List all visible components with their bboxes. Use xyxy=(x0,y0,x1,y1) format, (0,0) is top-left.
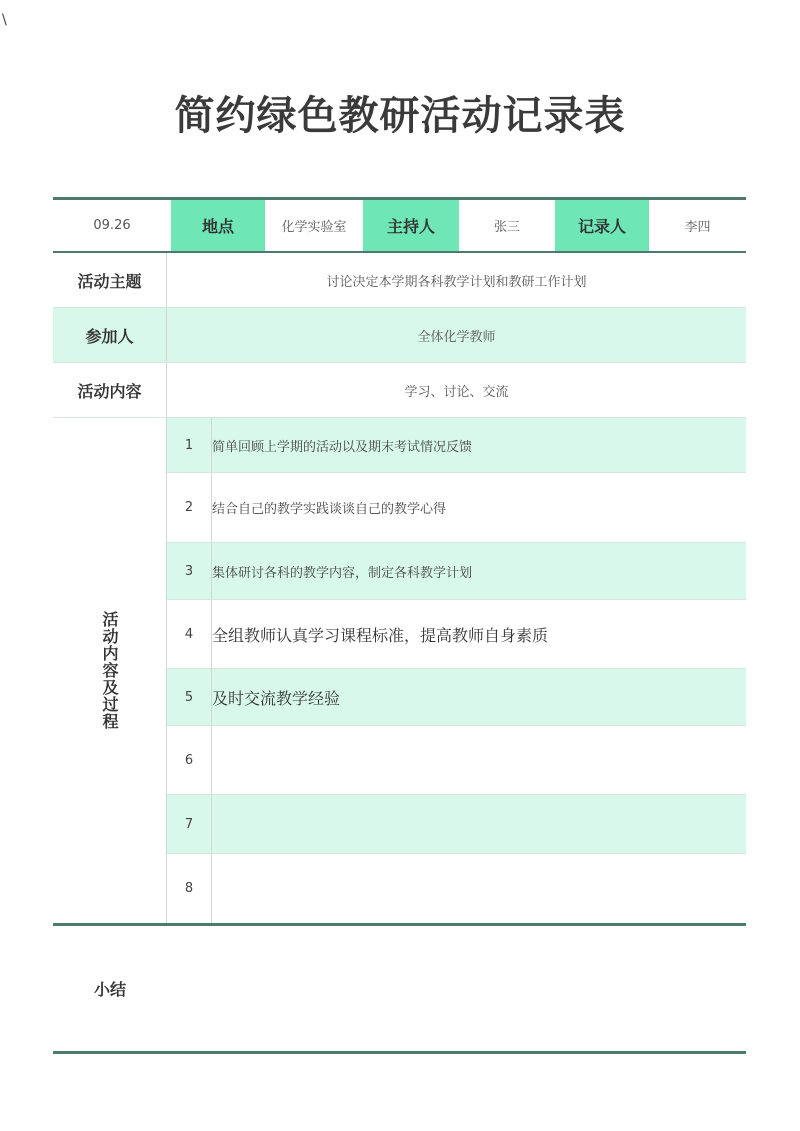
step-number: 3 xyxy=(167,543,212,599)
recorder-label: 记录人 xyxy=(555,200,649,251)
table-row xyxy=(167,726,746,795)
participants-value: 全体化学教师 xyxy=(167,308,746,362)
step-text: 结合自己的教学实践谈谈自己的教学心得 xyxy=(212,502,447,517)
step-number: 5 xyxy=(167,669,212,725)
record-table xyxy=(53,197,746,1054)
step-text: 集体研讨各科的教学内容，制定各科教学计划 xyxy=(212,565,473,581)
step-number: 1 xyxy=(167,418,212,472)
summary-value xyxy=(167,926,746,1051)
process-steps xyxy=(167,418,746,923)
header-row xyxy=(53,197,746,253)
step-text xyxy=(212,795,746,853)
recorder-value: 李四 xyxy=(684,220,711,235)
table-row xyxy=(167,473,746,543)
topic-value: 讨论决定本学期各科教学计划和教研工作计划 xyxy=(326,274,587,290)
process-label-cell xyxy=(53,418,167,923)
process-section xyxy=(53,418,746,926)
table-row xyxy=(167,418,746,473)
corner-mark: \ xyxy=(2,12,7,28)
step-text xyxy=(212,726,746,794)
content-label: 活动内容 xyxy=(53,363,167,417)
table-row xyxy=(167,669,746,726)
host-value: 张三 xyxy=(493,220,520,235)
location-value: 化学实验室 xyxy=(281,220,347,235)
date-cell: 09.26 xyxy=(93,218,131,233)
content-value: 学习、讨论、交流 xyxy=(404,384,509,400)
step-number: 4 xyxy=(167,600,212,668)
step-text: 简单回顾上学期的活动以及期末考试情况反馈 xyxy=(212,439,473,455)
summary-label: 小结 xyxy=(93,980,126,999)
info-row-topic xyxy=(53,253,746,308)
step-text: 及时交流教学经验 xyxy=(212,688,341,708)
step-number: 8 xyxy=(167,854,212,923)
step-number: 6 xyxy=(167,726,212,794)
process-label: 活动内容及过程 xyxy=(100,611,119,730)
step-text: 全组教师认真学习课程标准，提高教师自身素质 xyxy=(212,625,549,645)
table-row xyxy=(167,854,746,923)
location-label: 地点 xyxy=(171,200,265,251)
step-number: 7 xyxy=(167,795,212,853)
participants-label: 参加人 xyxy=(53,308,167,362)
topic-label: 活动主题 xyxy=(53,253,167,307)
info-row-content xyxy=(53,363,746,418)
step-text xyxy=(212,854,746,923)
info-row-participants xyxy=(53,308,746,363)
summary-section xyxy=(53,926,746,1054)
table-row xyxy=(167,795,746,854)
page-title: 简约绿色教研活动记录表 xyxy=(174,93,626,139)
step-number: 2 xyxy=(167,473,212,542)
table-row xyxy=(167,600,746,669)
host-label: 主持人 xyxy=(363,200,459,251)
table-row xyxy=(167,543,746,600)
